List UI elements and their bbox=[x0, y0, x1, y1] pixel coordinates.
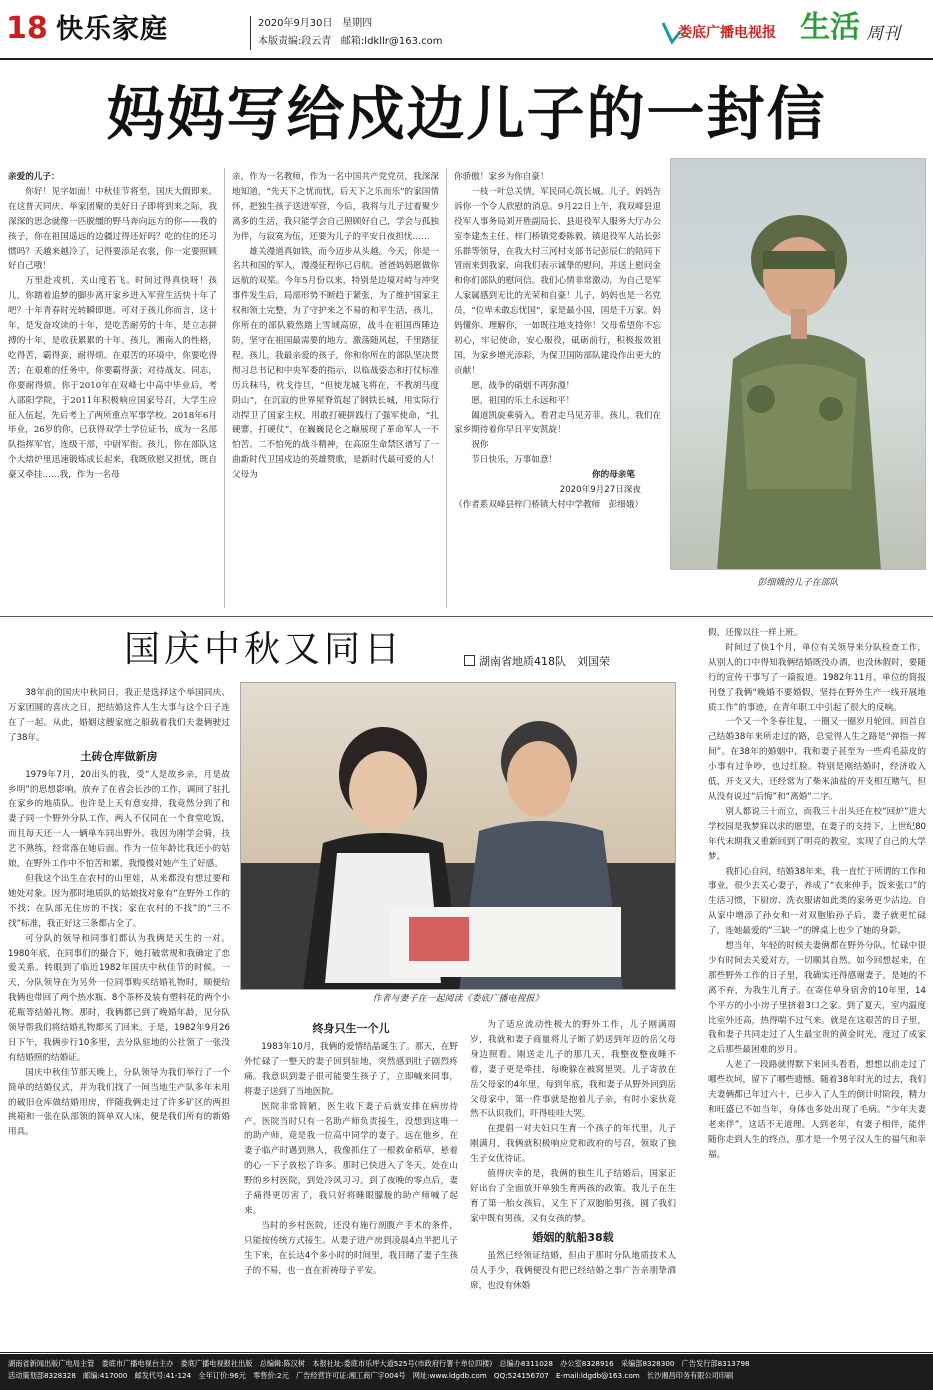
couple-photo-caption: 作者与妻子在一起阅读《娄底广播电视报》 bbox=[372, 994, 544, 1004]
column-divider bbox=[446, 168, 447, 608]
story-paragraph: 想当年，年轻的时候夫妻俩都在野外分队，忙碌中很少有时间去关爱对方，一切顺其自然。如今回想起来，在那些野外工作的日子里，我确实还得感谢妻子，是她的不离不弃，为我生儿育子。在寄住单身宿舍的10年里，14个平方的小小房子里挤着3口之家。到了夏天，室内温度比室外还高，热得喘不过气来。就是在这艰苦的日子里，我和妻子共同走过了人生最宝贵的黄金时光，度过了成家之后那些最困难的岁月。 bbox=[708, 941, 926, 1056]
footer-line-1: 湖南省新闻出版广电局主管 娄底市广播电视台主办 娄底广播电视报社出版 总编辑:陈汉树 本报社址:娄底市乐坪大道525号(市政府行署十单位四楼) 总编办8311028 办公室8328916 采编部8328300 广告发行部8313798 bbox=[8, 1359, 750, 1368]
letter-paragraph: 你好！见字如面！中秋佳节将至，国庆大假即来。在这普天同庆、举家团聚的美好日子即将到来之际，我深深的思念就像一匹脱缰的野马奔向远方的你——我的孩子，你在祖国遥远的边疆过得还好吗？吃的住的还习惯吗？天越来越冷了，记得要添足衣裳，你一定要照顾好自己哦！ bbox=[8, 186, 217, 272]
story-paragraph: 虽然已经领证结婚，但由于那时分队地质技术人员人手少，我俩便没有把已经结婚之事广告亲朋挚酒席，也没有休婚 bbox=[470, 1250, 676, 1291]
brand-big: 生活 bbox=[800, 10, 860, 45]
story-paragraph: 医院非常简陋，医生收下妻子后就安排在病房待产。医院当时只有一名助产师负责接生，没想到这唯一的助产师，竟是我一位高中同学的妻子。远在他乡，在妻子临产时遇到熟人，我像抓住了一根救命稻草，悬着的心一下子放松了许多。那时已快进入了冬天，处在山野的乡村医院，到处冷风习习。到了夜晚的零点后，妻子痛得更厉害了，我只好将睡眼朦胧的助产师喊了起来。 bbox=[244, 1101, 458, 1216]
issue-weekday: 星期四 bbox=[342, 18, 373, 29]
footer-rule bbox=[0, 1352, 933, 1353]
letter-column-2 bbox=[232, 170, 439, 610]
story-column-mid-a bbox=[244, 1018, 458, 1350]
story-paragraph: 假，还像以往一样上班。 bbox=[708, 628, 803, 638]
story-column-mid-b bbox=[470, 1018, 676, 1350]
letter-paragraph: 节日快乐，万事如意！ bbox=[471, 455, 558, 466]
letter-paragraph: 愿，祖国的乐土永远和平！ bbox=[471, 395, 575, 406]
letter-paragraph: 万里赴戎机，关山度若飞。时间过得真快呀！孩儿，你踏着追梦的脚步离开家乡进入军营生活快十年了吧？十年青春时光转瞬即逝。可对于孩儿你而言，这十年，是发奋攻读的十年，是吃苦耐劳的十年，是立志拼搏的十年，是收获累累的十年。孩儿，湘南人的性格，吃得苦，霸得蛮，耐得烦。在艰苦的环境中，你要吃得苦；在艰难的任务中，你要霸得蛮；对待战友、同志，你要耐得烦。你于2010年在双峰七中高中毕业后，考入邵阳学院，于2011年积极响应国家号召，大学生应征入伍起，先后考上了两所重点军事学校。2018年6月毕业，26岁的你，已获得双学士学位证书，成为一名部队指挥军官，连级干部，中尉军衔。孩儿，你在部队这个大熔炉里迅速锻炼成长起来，我既欣慰又担忧，既自豪又牵挂……我，作为一名母 bbox=[8, 276, 217, 481]
story-subheading: 婚姻的航船38载 bbox=[532, 1230, 614, 1244]
story-paragraph: 人老了一段路就得默下来回头看看，想想以前走过了哪些坎坷，留下了哪些遗憾。随着38年时光的过去，我们夫妻俩都已年过六十，已步入了人生的倒计时阶段，精力和旺盛已不如当年，身体也多处出现了毛病。“少年夫妻老来伴”，这话不无道理。人到老年，有妻子相伴，能伴随你走到人生的终点，那才是一个男子汉人生的福气和幸福。 bbox=[708, 1060, 926, 1160]
brand-small: 周刊 bbox=[866, 24, 900, 44]
story-subheading: 终身只生一个儿 bbox=[312, 1022, 390, 1035]
story-paragraph: 值得庆幸的是，我俩的独生儿子结婚后，国家正好出台了全面放开单独生育两孩的政策。我儿子在生育了第一胎女孩后，又生下了双胞胎男孩，圆了我们家中既有男孩，又有女孩的梦。 bbox=[470, 1169, 676, 1224]
column-divider bbox=[224, 168, 225, 608]
letter-paragraph: 一枝一叶总关情，军民同心筑长城。儿子，妈妈告诉你一个令人欣慰的消息。9月22日上午，我双峰县退役军人事务局刘开胜副局长、县退役军人服务大厅办公室李建杰主任、梓门桥镇党委陈毅、镇退役军人站长彭乐群等领导，在我大村三河村支部书记彭辰仁的陪同下冒雨来到我家，向我们表示诚挚的慰问，并送上慰问金和你们部队的慰问信。我们心情非常激动，为自己是军人家属感到无比的光荣和自豪！儿子，妈妈也是一名党员，“位卑未敢忘忧国”，家是最小国，国是千万家。妈妈懂你、理解你，一如既往地支持你！父母希望你不忘初心，牢记使命，安心服役，砥砺前行，积极报效祖国，为家乡增光添彩，为保卫国防部队建设作出更大的贡献！ bbox=[454, 186, 661, 376]
main-headline: 妈妈写给戍边儿子的一封信 bbox=[106, 80, 827, 148]
letter-signature: 你的母亲笔 bbox=[592, 470, 635, 481]
footer-line-2: 活动策划部8328328 邮编:417000 邮发代号:41-124 全年订价:96元 零售价:2元 广告经营许可证:湘工商广字004号 网址:www.ldgdb.com QQ:524156707 E-mail:ldgdb@163.com 长沙湘昌印务有限公司印刷 bbox=[8, 1371, 734, 1380]
soldier-photo-caption: 彭细娥的儿子在部队 bbox=[757, 578, 839, 588]
section-title: 快乐家庭 bbox=[56, 14, 168, 45]
letter-paragraph: 愿，战争的硝烟不再弥漫！ bbox=[471, 380, 575, 391]
page-editor: 本版责编:段云青 bbox=[258, 36, 332, 47]
letter-paragraph: 阖道凯旋乘骑入，看君走马见芳菲。孩儿，我们在家乡期待着你早日平安凯旋！ bbox=[454, 410, 661, 436]
story-paragraph: 别人都说三十而立，而我三十出头还在校“回炉”进大学校园是我梦寐以求的愿望，在妻子的支持下，上世纪80年代末期我又重新回到了明亮的教室，实现了自己的大学梦。 bbox=[708, 806, 926, 862]
story-paragraph: 可分队的领导和同事们都认为我俩是天生的一对。1980年底，在同事们的撮合下，她打破常规和我确定了恋爱关系。转眼到了临近1982年国庆中秋佳节的时候。一天，分队领导在为另外一位同事购买结婚礼物时，顺便给我俩也带回了两个热水瓶、8个茶杯及装有塑料花的两个小花瓶等结婚礼物。那时，我俩都已到了晚婚年龄，见分队领导帮我们将结婚礼物都买了回来。于是，1982年9月26日下午，我俩步行10多里，去分队驻地的公社领了一张没有结婚照的结婚证。 bbox=[8, 933, 230, 1063]
story-paragraph: 当时的乡村医院，还没有施行剖腹产手术的条件，只能按传统方式接生。从妻子进产房到凌晨4点半把儿子生下来，在长达4个多小时的时间里，我目睹了妻子生孩子的不易，也一直在祈祷母子平安。 bbox=[244, 1220, 458, 1276]
story-paragraph: 但我这个出生在农村的山里娃，从来都没有想过要和她处对象。因为那时地质队的姑娘找对象有“在野外工作的不找；在队部无住房的不找；家在农村的不找”的“三不找”标准，我正好这三条都占全了。 bbox=[8, 873, 230, 929]
story-paragraph: 国庆中秋佳节那天晚上，分队领导为我们举行了一个简单的结婚仪式，并为我们找了一间当地生产队多年未用的破旧仓库做结婚用房，伴随我俩走过了许多矿区的两担挑箱和一张在队部领的简单双人床，便是我们所有的新婚用具。 bbox=[8, 1067, 230, 1138]
letter-paragraph: 祝你 bbox=[471, 440, 489, 451]
letter-column-1 bbox=[8, 170, 217, 610]
header-rule bbox=[0, 58, 933, 60]
story-byline bbox=[464, 654, 610, 670]
couple-reading-icon bbox=[241, 683, 676, 990]
issue-date: 2020年9月30日 bbox=[258, 18, 333, 29]
story-paragraph: 我扪心自问，结婚38年来，我一直忙于所谓的工作和事业，很少去关心妻子，养成了“衣来伸手，饭来张口”的生活习惯，下厨房、洗衣服诸如此类的家务更少沾边。自从家中增添了孙女和一对双胞胎孙子后，妻子就更忙碌了，连她最爱的“三缺一”的牌桌上也少了她的身影。 bbox=[708, 866, 926, 937]
section-divider bbox=[0, 616, 933, 617]
story-paragraph: 为了适应流动性极大的野外工作，儿子刚满周岁，我就和妻子商量将儿子断了奶送到年迈的岳父母身边照看。刚送走儿子的那几天，我整夜整夜睡不着，妻子更是牵挂，每晚躲在被窝里哭。儿子寄放在岳父母家的4年里，每到年底，我和妻子从野外回到岳父母家中，第一件事就是抱着儿子亲，有时小家伙竟然不认识我们，吓得哇哇大哭。 bbox=[470, 1020, 676, 1120]
brand-name: 娄底广播电视报 bbox=[678, 25, 776, 41]
byline-text: 湖南省地质418队 刘国荣 bbox=[479, 655, 610, 668]
header-divider bbox=[250, 16, 251, 50]
soldier-figure-icon bbox=[671, 159, 926, 570]
byline-box-icon bbox=[464, 655, 475, 666]
page-header bbox=[0, 0, 933, 62]
author-note: （作者系双峰县梓门桥镇大村中学教师 彭细娥） bbox=[454, 499, 644, 510]
letter-greeting: 亲爱的儿子： bbox=[8, 172, 60, 182]
letter-paragraph: 亲，作为一名教师，作为一名中国共产党党员，我深深地知道，“先天下之忧而忧，后天下之乐而乐”的家国情怀，把独生孩子送进军营，今后，我将与儿子过着聚少离多的生活，我只能学会自己照顾好自己，学会与孤独为伴，与寂寞为伍，还要为儿子的平安日夜担忧…… bbox=[232, 172, 439, 242]
footer bbox=[0, 1354, 933, 1390]
letter-date: 2020年9月27日深夜 bbox=[559, 485, 641, 496]
letter-paragraph: 你骄傲！家乡为你自豪！ bbox=[454, 172, 549, 182]
letter-paragraph: 雄关漫道真如铁，而今迈步从头越。今天，你是一名共和国的军人，漫漫征程你已启航。爸爸妈妈愿做你远航的双桨。今年5月份以来，特别是边境对峙与冲突事件发生后，局部形势不断趋于紧张，为了维护国家主权和领土完整，为了守护来之不易的和平生活，孩儿，你所在的部队毅然踏上雪域高原，战斗在祖国西陲边防，坚守在祖国最需要的地方。激荡随风起，千里踏征程。孩儿，我最亲爱的孩子，你和你所在的部队坚决贯彻习总书记和中央军委的指示，以临战姿态和打仗标准历兵秣马，枕戈待旦，“但使龙城飞将在，不教胡马度阴山”，在沉寂的世界屋脊筑起了钢铁长城，用实际行动捍卫了国家主权，用敢打硬拼践行了强军使命，“扎硬寨，打硬仗”，在巍巍昆仑之巅展现了革命军人一不怕苦、二不怕死的战斗精神，在高原生命禁区谱写了一曲新时代卫国戍边的英雄赞歌，是新时代最可爱的人！父母为 bbox=[232, 246, 439, 481]
letter-column-3 bbox=[454, 170, 661, 610]
story-paragraph: 在提倡一对夫妇只生育一个孩子的年代里，儿子刚满月，我俩就积极响应党和政府的号召，领取了独生子女优待证。 bbox=[470, 1124, 676, 1165]
soldier-photo bbox=[670, 158, 926, 570]
story-column-left bbox=[8, 686, 230, 1350]
story-paragraph: 38年前的国庆中秋同日，我正是选择这个举国同庆、万家团圆的喜庆之日，把结婚这件人生大事与这个日子连在了一起。从此，婚姻这艘家庭之船载着我们夫妻俩驶过了38年。 bbox=[8, 688, 230, 743]
story-paragraph: 时间过了快1个月，单位有关领导来分队检查工作，从别人的口中得知我俩结婚既没办酒，也没休假时，要随行的宣传干事写了一篇报道。1982年11月，单位的简报刊登了我俩“晚婚不要婚假，坚持在野外生产一线开展地质工作”的事迹，在青年职工中引起了很大的反响。 bbox=[708, 642, 926, 713]
story-subheading: 土砖仓库做新房 bbox=[80, 749, 158, 763]
story-paragraph: 1979年7月，20出头的我，受“人是故乡亲，月是故乡明”的思想影响，放弃了在省会长沙的工作，调回了驻扎在家乡的地质队。也许是上天有意安排，我竟然分到了和妻子同一个野外分队工作，两人不仅同在一个食堂吃饭，而且每天还一人一辆单车同出野外。我因为刚学会骑，技艺不熟练，经常落在她后面。作为一位年龄比我还小的姑娘，在野外工作中不怕苦和累，我慢慢对她产生了好感。 bbox=[8, 769, 230, 870]
couple-photo bbox=[240, 682, 676, 990]
page-number: 18 bbox=[6, 11, 48, 46]
editor-email: 邮箱:ldkllr@163.com bbox=[340, 36, 443, 47]
story-paragraph: 一个又一个冬春往复，一圈又一圈岁月轮回。回首自己结婚38年来所走过的路，总觉得人生之路是“弹指一挥间”。在38年的婚姻中，我和妻子甚至为一些鸡毛蒜皮的小事有过争吵，也过红脸。特别是刚结婚时，经济收入低，开支又大，还经常为了柴米油盐的开支相互赌气，但从没有说过“后悔”和“离婚”二字。 bbox=[708, 717, 926, 802]
story-title: 国庆中秋又同日 bbox=[124, 629, 405, 670]
story-column-right bbox=[708, 626, 926, 1350]
story-paragraph: 1983年10月，我俩的爱情结晶诞生了。那天，在野外忙碌了一整天的妻子回到驻地，突然感到肚子剧烈疼痛。我意识到妻子很可能要生孩子了，立即喊来同事，将妻子送到了当地医院。 bbox=[244, 1042, 458, 1097]
